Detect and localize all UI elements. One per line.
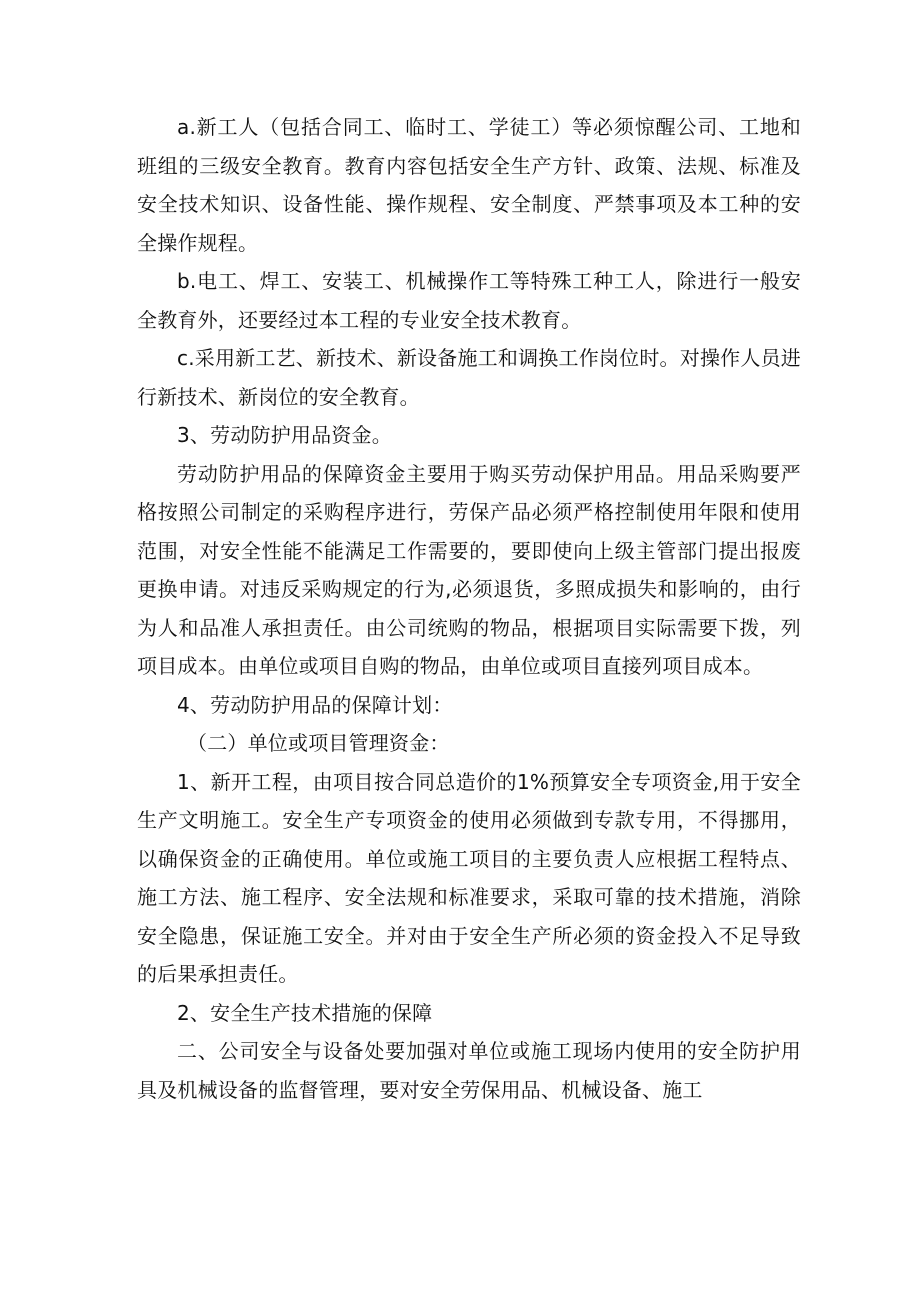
heading-protective-equipment-funds: 3、劳动防护用品资金。 — [177, 423, 392, 447]
document-body — [137, 108, 801, 1109]
paragraph-new-technology-education: c.采用新工艺、新技术、新设备施工和调换工作岗位时。对操作人员进行新技术、新岗位的安全教育。 — [137, 346, 801, 409]
paragraph-special-trade-education: b.电工、焊工、安装工、机械操作工等特殊工种工人，除进行一般安全教育外，还要经过本工程的专业安全技术教育。 — [137, 269, 801, 332]
paragraph-equipment-supervision: 二、公司安全与设备处要加强对单位或施工现场内使用的安全防护用具及机械设备的监督管理，要对安全劳保用品、机械设备、施工 — [137, 1039, 801, 1102]
heading-unit-project-funds: （二）单位或项目管理资金： — [187, 731, 450, 755]
paragraph-new-project-safety-funds: 1、新开工程，由项目按合同总造价的1%预算安全专项资金,用于安全生产文明施工。安全生产专项资金的使用必须做到专款专用，不得挪用，以确保资金的正确使用。单位或施工项目的主要负责人应根据工程特点、施工方法、施工程序、安全法规和标准要求，采取可靠的技术措施，消除安全隐患，保证施工安全。并对由于安全生产所必须的资金投入不足导致的后果承担责任。 — [137, 769, 801, 986]
heading-protective-equipment-plan: 4、劳动防护用品的保障计划： — [177, 692, 453, 717]
heading-technical-measures: 2、安全生产技术措施的保障 — [177, 1000, 433, 1025]
paragraph-new-worker-education: a.新工人（包括合同工、临时工、学徒工）等必须惊醒公司、工地和班组的三级安全教育。教育内容包括安全生产方针、政策、法规、标准及安全技术知识、设备性能、操作规程、安全制度、严禁事项及本工种的安全操作规程。 — [137, 115, 801, 255]
paragraph-protective-equipment-funds: 劳动防护用品的保障资金主要用于购买劳动保护用品。用品采购要严格按照公司制定的采购程序进行，劳保产品必须严格控制使用年限和使用范围，对安全性能不能满足工作需要的，要即使向上级主管部门提出报废更换申请。对违反采购规定的行为,必须退货，多照成损失和影响的，由行为人和品准人承担责任。由公司统购的物品，根据项目实际需要下拨，列项目成本。由单位或项目自购的物品，由单位或项目直接列项目成本。 — [137, 461, 801, 678]
